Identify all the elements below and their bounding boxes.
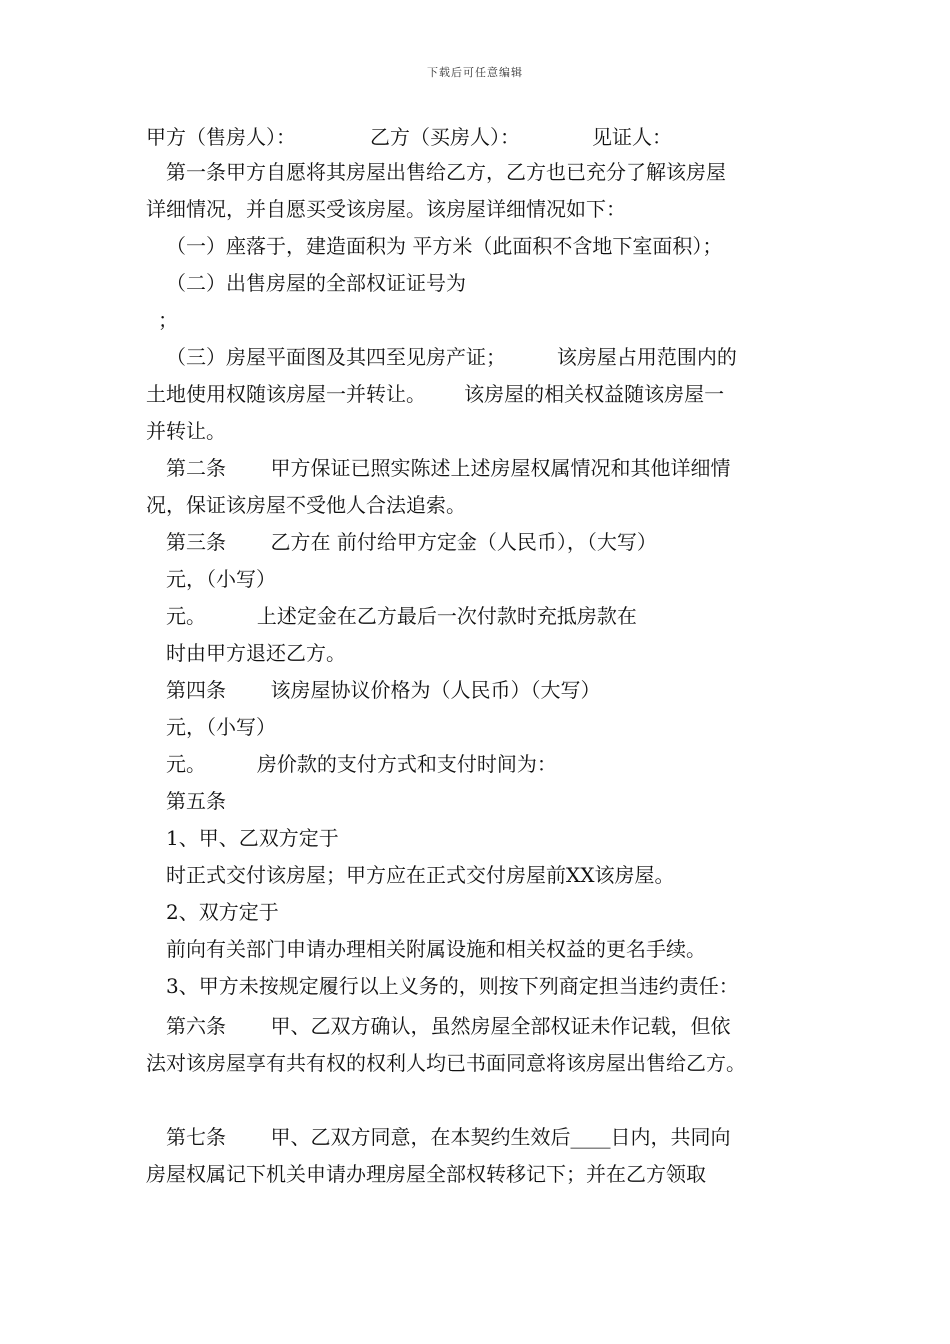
article-5-item-2: 2、双方定于 [166, 900, 279, 924]
article-3-line-1: 第三条 乙方在 前付给甲方定金（人民币），（大写） [166, 530, 657, 554]
party-witness: 见证人： [592, 125, 672, 149]
article-4-line-1: 第四条 该房屋协议价格为（人民币）（大写） [166, 678, 601, 702]
clause-1-3-line-1: （三）房屋平面图及其四至见房产证； 该房屋占用范围内的 [166, 345, 737, 369]
article-5-item-2-cont: 前向有关部门申请办理相关附属设施和相关权益的更名手续。 [166, 937, 706, 961]
clause-1-2-end: ； [158, 308, 178, 332]
article-1-line-1: 第一条甲方自愿将其房屋出售给乙方，乙方也已充分了解该房屋 [166, 160, 726, 184]
clause-1-3-line-3: 并转让。 [146, 419, 226, 443]
clause-1-3-line-2: 土地使用权随该房屋一并转让。 该房屋的相关权益随该房屋一 [146, 382, 725, 406]
page-header: 下载后可任意编辑 [427, 66, 523, 79]
article-2-line-2: 况，保证该房屋不受他人合法追索。 [146, 493, 466, 517]
clause-1-2: （二）出售房屋的全部权证证号为 [166, 271, 466, 295]
article-3-line-4: 时由甲方退还乙方。 [166, 641, 346, 665]
article-6-line-1: 第六条 甲、乙双方确认，虽然房屋全部权证未作记载，但依 [166, 1014, 731, 1038]
article-5-item-1: 1、甲、乙双方定于 [166, 826, 339, 850]
article-7-line-2: 房屋权属记下机关申请办理房屋全部权转移记下；并在乙方领取 [146, 1162, 706, 1186]
party-seller: 甲方（售房人）： [146, 125, 296, 149]
article-3-line-3: 元。 上述定金在乙方最后一次付款时充抵房款在 [166, 604, 637, 628]
article-5-item-3: 3、甲方未按规定履行以上义务的，则按下列商定担当违约责任： [166, 974, 739, 998]
article-7-line-1: 第七条 甲、乙双方同意，在本契约生效后____日内，共同向 [166, 1125, 731, 1149]
article-4-line-3: 元。 房价款的支付方式和支付时间为： [166, 752, 557, 776]
article-1-line-2: 详细情况，并自愿买受该房屋。该房屋详细情况如下： [146, 197, 626, 221]
article-6-line-2: 法对该房屋享有共有权的权利人均已书面同意将该房屋出售给乙方。 [146, 1051, 746, 1075]
article-4-line-2: 元，（小写） [166, 715, 276, 739]
clause-1-1: （一）座落于，建造面积为 平方米（此面积不含地下室面积）； [166, 234, 723, 258]
article-3-line-2: 元，（小写） [166, 567, 276, 591]
article-5-item-1-cont: 时正式交付该房屋；甲方应在正式交付房屋前XX该房屋。 [166, 863, 675, 887]
article-5-heading: 第五条 [166, 789, 226, 813]
article-2-line-1: 第二条 甲方保证已照实陈述上述房屋权属情况和其他详细情 [166, 456, 731, 480]
party-buyer: 乙方（买房人）： [370, 125, 520, 149]
